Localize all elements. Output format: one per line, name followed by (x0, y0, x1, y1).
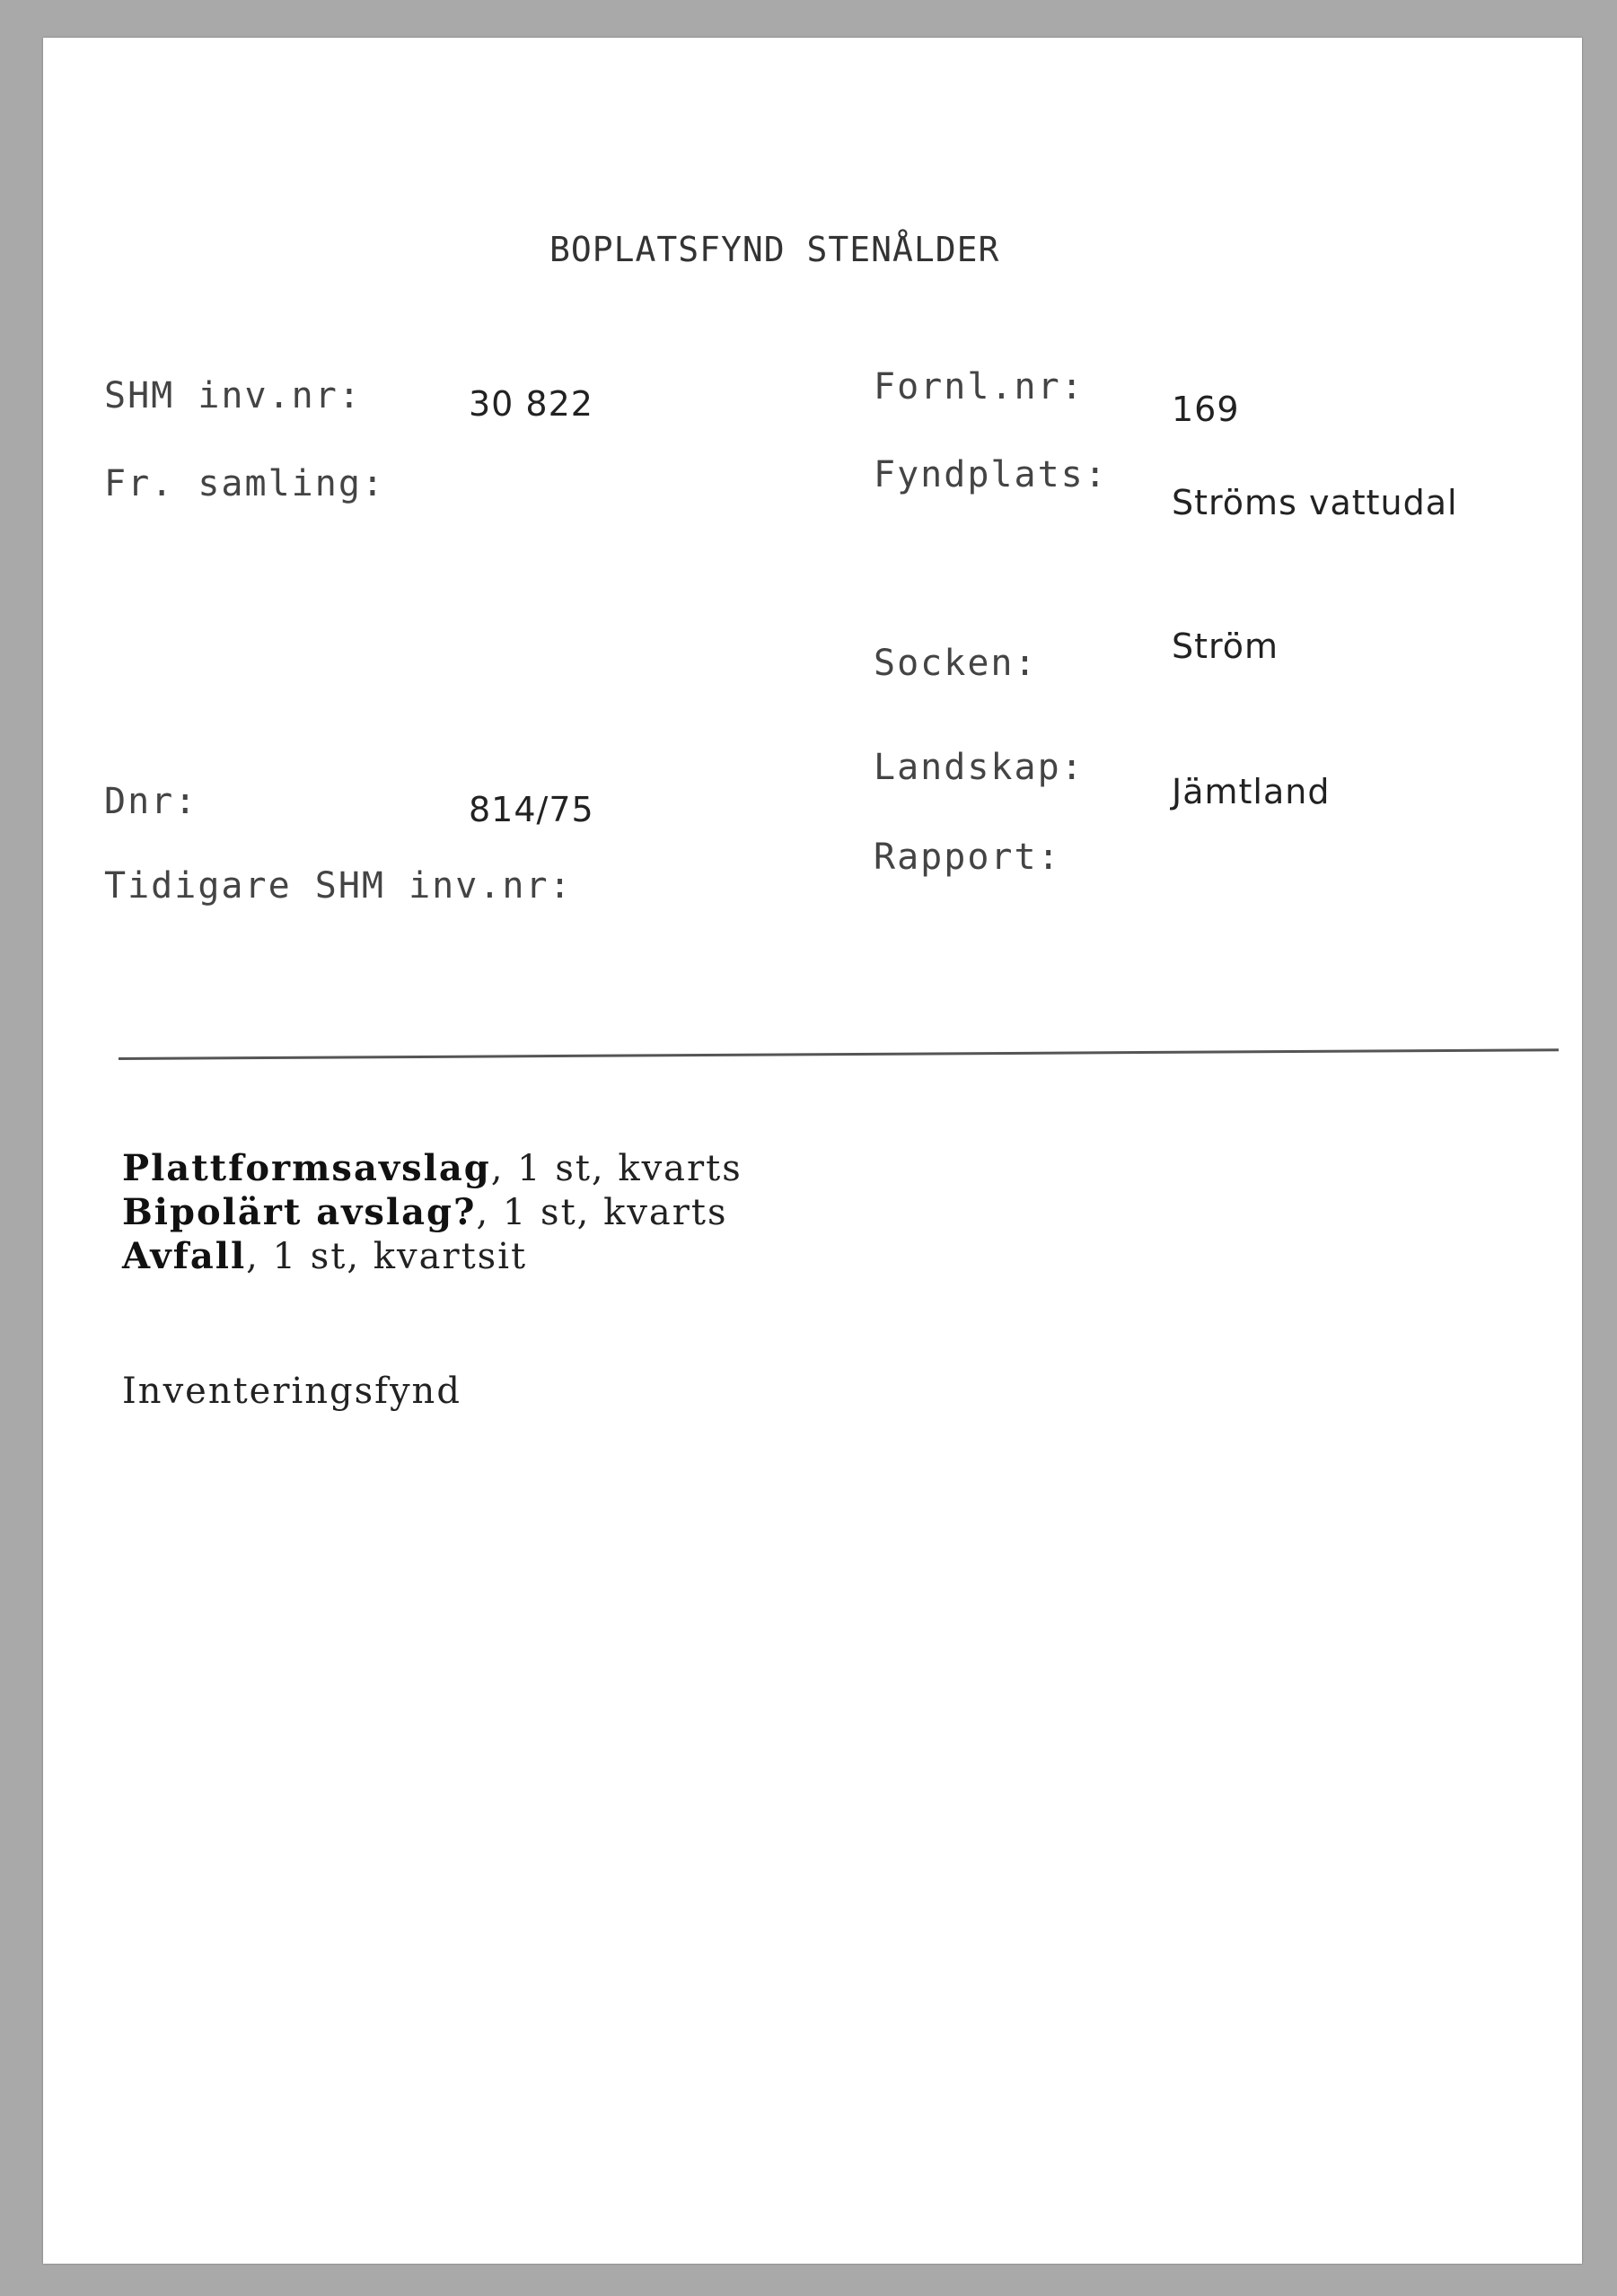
value-dnr: 814/75 (469, 790, 594, 829)
find-item (122, 1235, 527, 1277)
value-landskap: Jämtland (1172, 772, 1331, 811)
find-name: Avfall (122, 1235, 247, 1277)
label-fr-samling: Fr. samling: (104, 463, 385, 504)
label-dnr: Dnr: (104, 781, 198, 822)
label-rapport: Rapport: (874, 837, 1061, 878)
find-item (122, 1191, 727, 1233)
find-name: Plattformsavslag (122, 1147, 491, 1189)
label-socken: Socken: (874, 643, 1038, 684)
divider-line (119, 1048, 1559, 1060)
value-shm-inv: 30 822 (469, 384, 593, 424)
find-details: , 1 st, kvarts (476, 1192, 728, 1233)
find-name: Bipolärt avslag? (122, 1191, 477, 1233)
label-landskap: Landskap: (874, 747, 1085, 788)
note-text: Inventeringsfynd (122, 1371, 461, 1412)
label-tidigare-shm-inv: Tidigare SHM inv.nr: (104, 865, 573, 907)
find-item (122, 1147, 743, 1189)
catalog-card (43, 38, 1582, 2264)
label-shm-inv: SHM inv.nr: (104, 375, 362, 416)
label-fyndplats: Fyndplats: (874, 454, 1108, 495)
value-fornl: 169 (1172, 390, 1240, 429)
label-fornl: Fornl.nr: (874, 366, 1085, 407)
find-details: , 1 st, kvarts (490, 1148, 743, 1189)
find-details: , 1 st, kvartsit (246, 1236, 528, 1277)
value-socken: Ström (1172, 627, 1279, 666)
value-fyndplats: Ströms vattudal (1172, 483, 1458, 522)
card-title: BOPLATSFYND STENÅLDER (549, 230, 1000, 269)
